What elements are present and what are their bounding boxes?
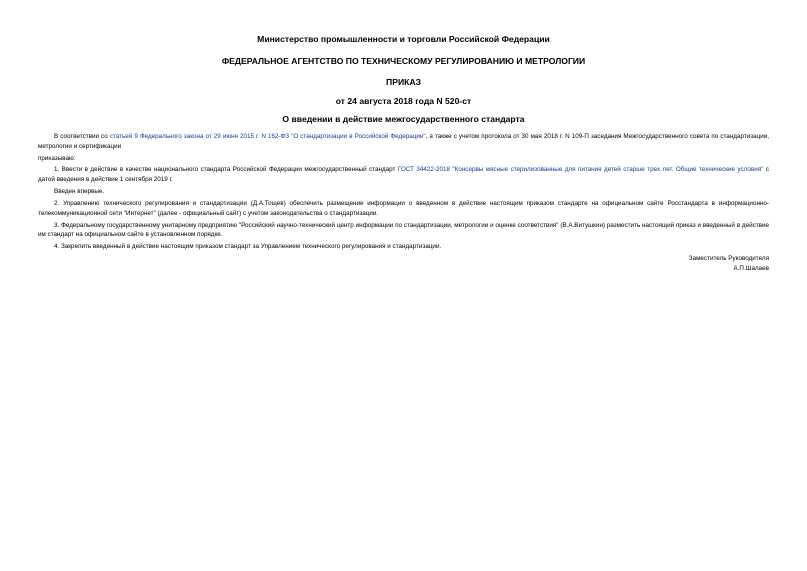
- agency-heading: ФЕДЕРАЛЬНОЕ АГЕНТСТВО ПО ТЕХНИЧЕСКОМУ РЕГУЛИРОВАНИЮ И МЕТРОЛОГИИ: [221, 56, 586, 66]
- item-1-text-end: с датой введения в действие 1 сентября 2019 г.: [38, 166, 769, 184]
- date-number-heading: от 24 августа 2018 года N 520-ст: [335, 96, 472, 106]
- signature-position: Заместитель Руководителя: [688, 254, 769, 262]
- item-1-text-start: 1. Ввести в действие в качестве национального стандарта Российской Федерации межгосударственный стандарт: [54, 166, 398, 174]
- item-3-paragraph: 3. Федеральному государственному унитарному предприятию "Российский научно-технический центр информации по стандартизации, метрологии и оценке соответствия" (В.А.Витушкин) разместить настоящий приказ и введенный в действие им стандарт на официальном сайте в установленном порядке.: [38, 221, 769, 239]
- intro-text-start: В соответствии со: [54, 133, 110, 140]
- federal-law-link[interactable]: статьей 9 Федерального закона от 29 июня 2015 г. N 162-ФЗ "О стандартизации в Российской Федерации": [109, 133, 426, 140]
- introduced-first-note: Введен впервые.: [54, 188, 105, 196]
- document-body: [38, 132, 769, 273]
- signature-name: А.П.Шалаев: [733, 264, 769, 272]
- intro-text-end: , а также с учетом протокола от 30 мая 2018 г. N 109-П заседания Межгосударственного совета по стандартизации, метрологии и сертификации: [38, 133, 769, 150]
- gost-standard-link[interactable]: ГОСТ 34422-2018 "Консервы мясные стерилизованные для питания детей старше трех лет. Общие технические условия": [397, 166, 764, 174]
- item-1-paragraph: [38, 165, 769, 184]
- ministry-heading: Министерство промышленности и торговли Российской Федерации: [257, 34, 550, 44]
- item-4-paragraph: 4. Закрепить введенный в действие настоящим приказом стандарт за Управлением технического регулирования и стандартизации.: [54, 243, 442, 251]
- intro-paragraph: [38, 132, 769, 151]
- item-2-paragraph: 2. Управлению технического регулирования и стандартизации (Д.А.Тощев) обеспечить размещение информации о введенном в действие настоящим приказом стандарте на официальном сайте Росстандарта в информационно-телекоммуникационной сети "Интернет" (далее - официальный сайт) с учетом законодательства о стандартизации.: [38, 199, 769, 217]
- subject-heading: О введении в действие межгосударственного стандарта: [282, 114, 525, 124]
- order-word: приказываю:: [38, 154, 76, 162]
- doc-type-heading: ПРИКАЗ: [386, 77, 421, 87]
